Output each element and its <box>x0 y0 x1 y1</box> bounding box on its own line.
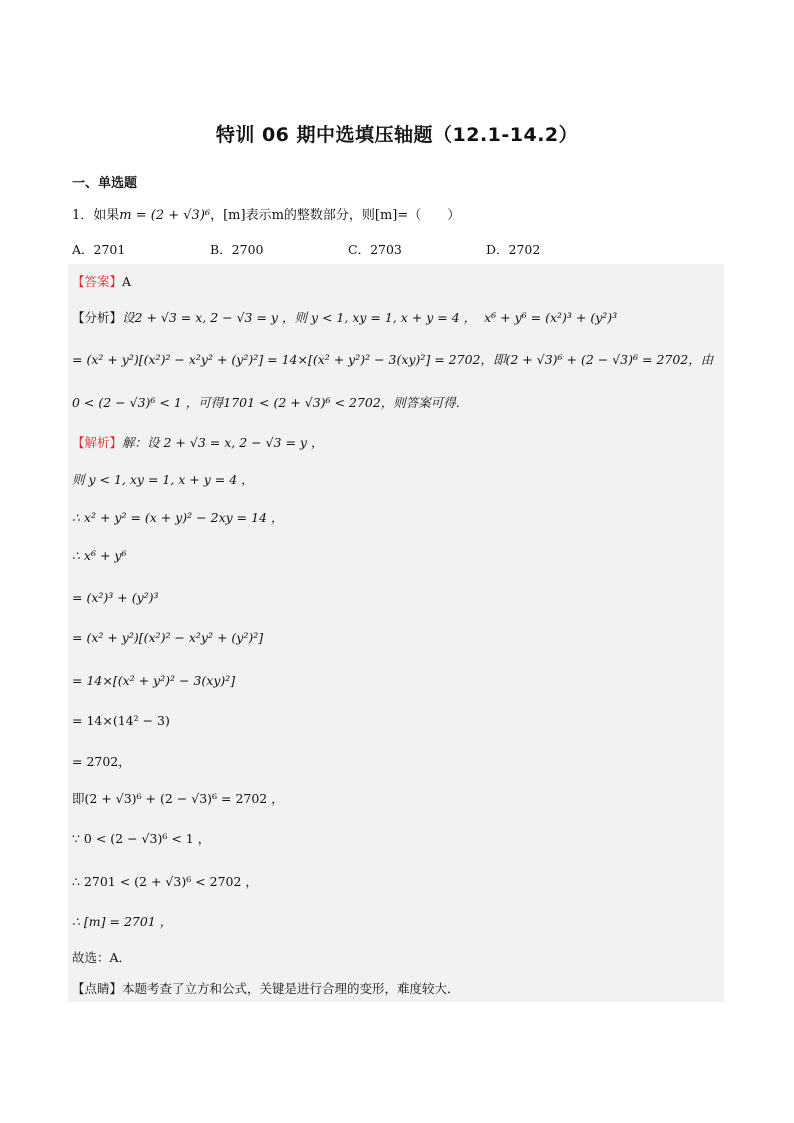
solution-line-4 <box>72 548 126 563</box>
solution-line-12 <box>72 872 258 890</box>
solution-line-14 <box>72 948 131 966</box>
solution-line-2 <box>72 470 254 488</box>
solution-text: = (x²)³ + (y²)³ <box>72 590 159 605</box>
question-text: ，[m]表示m的整数部分，则[m]=（ ） <box>210 208 461 223</box>
solution-line-10 <box>72 789 284 807</box>
solution-text: 故选：A． <box>72 950 132 965</box>
option-d: D．2702 <box>486 242 541 257</box>
comment-text: 本题考查了立方和公式，关键是进行合理的变形，难度较大． <box>122 981 460 996</box>
analysis-text-2: = (x² + y²)[(x²)² − x²y² + (y²)²] = 14×[(x² + y²)² − 3(xy)²] = 2702，即(2 + √3)⁶ + (2 − √3)⁶ = 2702，由 <box>72 352 714 367</box>
solution-text: = 14×(14² − 3) <box>72 713 170 728</box>
analysis-line-1 <box>72 308 617 326</box>
solution-line-13 <box>72 912 172 930</box>
option-c: C．2703 <box>348 242 402 257</box>
solution-text: 解：设 2 + √3 = x, 2 − √3 = y ， <box>122 435 324 450</box>
analysis-line-2 <box>72 350 713 368</box>
comment-line <box>72 979 460 997</box>
analysis-line-3 <box>72 393 468 411</box>
solution-text: ∴ [m] = 2701 ， <box>72 914 173 929</box>
solution-text: = 14×[(x² + y²)² − 3(xy)²] <box>72 673 236 688</box>
comment-tag: 【点睛】 <box>72 981 123 996</box>
answer-tag: 【答案】 <box>72 274 123 289</box>
option-a: A．2701 <box>72 242 126 257</box>
analysis-formula-1: x⁶ + y⁶ = (x²)³ + (y²)³ <box>484 310 618 325</box>
analysis-text-1: 设2 + √3 = x, 2 − √3 = y ，则 y < 1, xy = 1, x + y = 4 ， <box>122 310 477 325</box>
solution-text: ∴ x² + y² = (x + y)² − 2xy = 14 ， <box>72 510 284 525</box>
solution-line-7 <box>72 673 235 688</box>
question-formula: m = (2 + √3)⁶ <box>119 208 211 223</box>
solution-line-1 <box>72 433 323 451</box>
analysis-text-3: 0 < (2 − √3)⁶ < 1 ，可得1701 < (2 + √3)⁶ < 2702，则答案可得． <box>72 395 469 410</box>
solution-text: = (x² + y²)[(x²)² − x²y² + (y²)²] <box>72 630 264 645</box>
solution-text: = 2702， <box>72 754 131 769</box>
analysis-tag: 【分析】 <box>72 310 123 325</box>
solution-line-9 <box>72 752 131 770</box>
page-title: 特训 06 期中选填压轴题（12.1-14.2） <box>215 124 579 146</box>
question-prefix: 1．如果 <box>72 208 120 223</box>
solution-line-3 <box>72 508 283 526</box>
solution-text: 则 y < 1, xy = 1, x + y = 4 ， <box>72 472 254 487</box>
section-heading: 一、单选题 <box>72 176 138 191</box>
solution-line-6 <box>72 630 263 645</box>
option-b: B．2700 <box>210 242 264 257</box>
question-1 <box>72 204 460 223</box>
answer-value: A <box>122 274 132 289</box>
solution-text: 即(2 + √3)⁶ + (2 − √3)⁶ = 2702 ， <box>72 791 284 806</box>
solution-text: ∵ 0 < (2 − √3)⁶ < 1 ， <box>72 831 211 846</box>
solution-text: ∴ x⁶ + y⁶ <box>72 548 127 563</box>
solution-line-11 <box>72 829 210 847</box>
answer-line <box>72 272 131 290</box>
solution-tag: 【解析】 <box>72 435 123 450</box>
solution-text: ∴ 2701 < (2 + √3)⁶ < 2702 ， <box>72 874 258 889</box>
solution-line-5 <box>72 590 159 605</box>
solution-line-8 <box>72 713 170 728</box>
